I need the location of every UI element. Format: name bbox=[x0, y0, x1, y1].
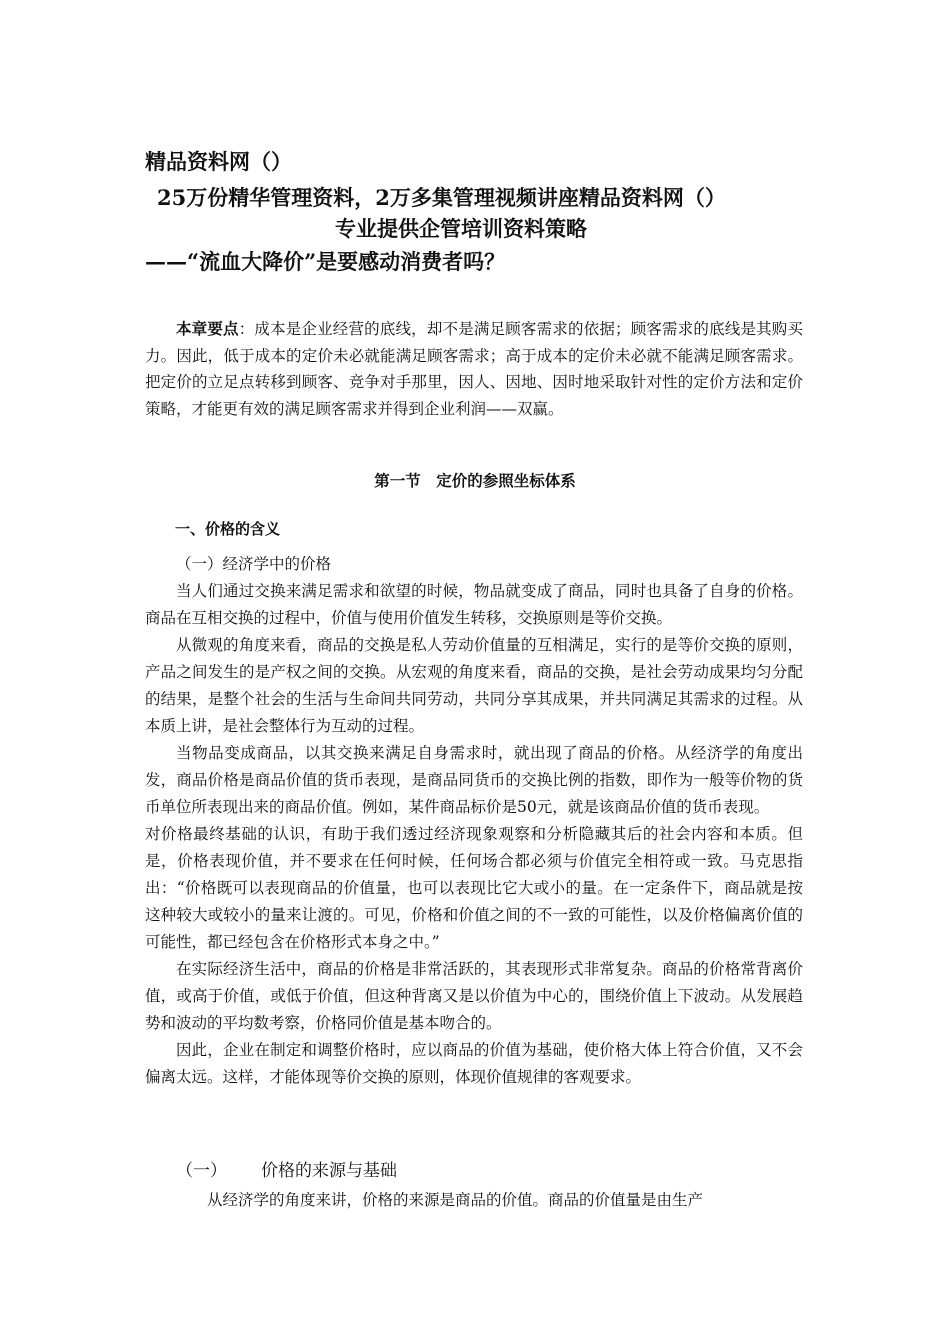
paragraph-1: 当人们通过交换来满足需求和欲望的时候，物品就变成了商品，同时也具备了自身的价格。商品在互相交换的过程中，价值与使用价值发生转移，交换原则是等价交换。 bbox=[145, 582, 803, 627]
subsection-number: （一） bbox=[176, 1161, 227, 1181]
header-line-4: ——“流血大降价”是要感动消费者吗？ bbox=[145, 249, 506, 274]
summary-text: ：成本是企业经营的底线，却不是满足顾客需求的依据；顾客需求的底线是其购买力。因此，低于成本的定价未必就能满足顾客需求；高于成本的定价未必就不能满足顾客需求。把定价的立足点转移到顾客、竞争对手那里，因人、因地、因时地采取针对性的定价方法和定价策略，才能更有效的满足顾客需求并得到企业利润——双赢。 bbox=[145, 320, 803, 418]
subsection-heading-2 bbox=[176, 1158, 397, 1184]
paragraph-7: 从经济学的角度来讲，价格的来源是商品的价值。商品的价值量是由生产 bbox=[207, 1191, 704, 1209]
main-text bbox=[145, 551, 803, 1091]
subsection-heading: 一、价格的含义 bbox=[175, 520, 281, 538]
header-line-2: 25万份精华管理资料，2万多集管理视频讲座精品资料网（） bbox=[157, 185, 726, 210]
chapter-summary bbox=[145, 316, 803, 422]
section-title: 第一节 定价的参照坐标体系 bbox=[374, 471, 576, 490]
summary-paragraph bbox=[145, 316, 803, 422]
paragraph-2: 从微观的角度来看，商品的交换是私人劳动价值量的互相满足，实行的是等价交换的原则，产品之间发生的是产权之间的交换。从宏观的角度来看，商品的交换，是社会劳动成果均匀分配的结果，是整个社会的生活与生命间共同劳动，共同分享其成果，并共同满足其需求的过程。从本质上讲，是社会整体行为互动的过程。 bbox=[145, 636, 803, 735]
paragraph-5: 在实际经济生活中，商品的价格是非常活跃的，其表现形式非常复杂。商品的价格常背离价值，或高于价值，或低于价值，但这种背离又是以价值为中心的，围绕价值上下波动。从发展趋势和波动的平均数考察，价格同价值是基本吻合的。 bbox=[145, 960, 803, 1032]
paragraph-3: 当物品变成商品，以其交换来满足自身需求时，就出现了商品的价格。从经济学的角度出发，商品价格是商品价值的货币表现，是商品同货币的交换比例的指数，即作为一般等价物的货币单位所表现出来的商品价值。例如，某件商品标价是50元，就是该商品价值的货币表现。 bbox=[145, 744, 803, 816]
summary-label: 本章要点 bbox=[176, 319, 239, 338]
subsection-title: 价格的来源与基础 bbox=[261, 1161, 397, 1181]
paragraph-6: 因此，企业在制定和调整价格时，应以商品的价值为基础，使价格大体上符合价值，又不会偏离太远。这样，才能体现等价交换的原则，体现价值规律的客观要求。 bbox=[145, 1041, 803, 1086]
subsubsection-heading: （一）经济学中的价格 bbox=[176, 555, 332, 573]
paragraph-4: 对价格最终基础的认识，有助于我们透过经济现象观察和分析隐藏其后的社会内容和本质。但是，价格表现价值，并不要求在任何时候，任何场合都必须与价值完全相符或一致。马克思指出：“价格既可以表现商品的价值量，也可以表现比它大或小的量。在一定条件下，商品就是按这种较大或较小的量来让渡的。可见，价格和价值之间的不一致的可能性，以及价格偏离价值的可能性，都已经包含在价格形式本身之中。” bbox=[145, 825, 803, 951]
header-line-3: 专业提供企管培训资料策略 bbox=[335, 216, 587, 241]
header-line-1: 精品资料网（） bbox=[145, 149, 292, 174]
